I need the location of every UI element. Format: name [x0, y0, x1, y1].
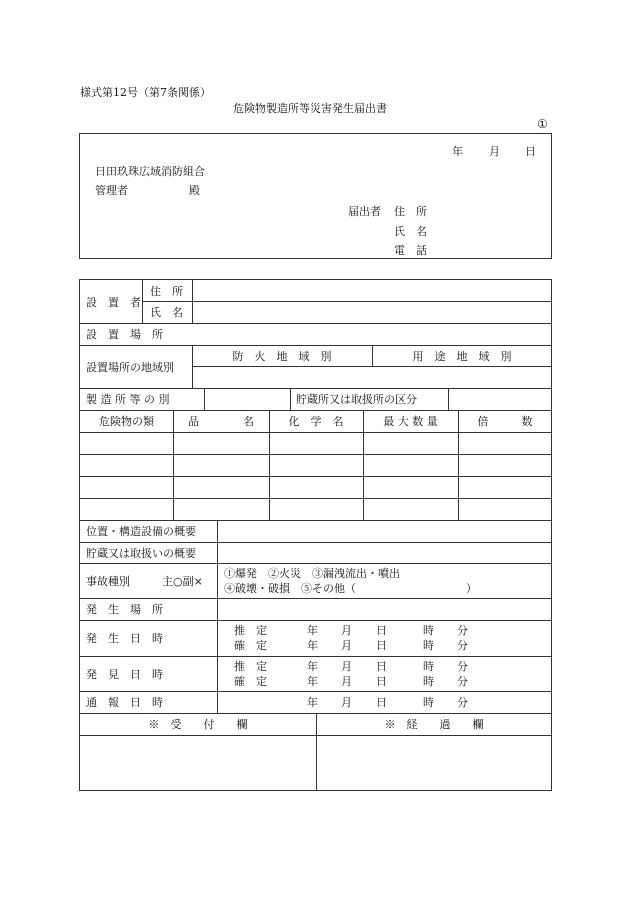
- col-chemical-name: 化 学 名: [288, 415, 344, 428]
- installer-name-label: 氏 名: [150, 306, 183, 319]
- use-zone-label: 用 途 地 域 別: [412, 349, 512, 363]
- rep-day: 日: [376, 696, 387, 709]
- storage-class-label: 貯蔵所又は取扱所の区分: [296, 393, 417, 406]
- occ-est-minute: 分: [457, 623, 468, 637]
- reporter-label: 届出者: [348, 205, 381, 218]
- recipient-title: 管理者: [95, 184, 128, 197]
- dis-est-month: 月: [341, 659, 352, 673]
- rep-minute: 分: [457, 696, 468, 709]
- dis-conf-year: 年: [307, 674, 318, 688]
- rep-year: 年: [307, 696, 318, 709]
- handling-summary-label: 貯蔵又は取扱いの概要: [86, 546, 196, 560]
- rep-month: 月: [341, 696, 352, 709]
- name-label: 氏 名: [394, 225, 427, 238]
- address-label: 住 所: [394, 205, 427, 218]
- install-location-label: 設 置 場 所: [86, 328, 163, 341]
- date-day: 日: [525, 145, 536, 158]
- notice-box: [79, 133, 552, 259]
- rep-hour: 時: [423, 696, 434, 709]
- main-sub-label: 主○副×: [162, 574, 203, 588]
- occ-est-hour: 時: [423, 623, 434, 637]
- occurrence-estimated: 推 定: [234, 623, 267, 637]
- dis-est-day: 日: [376, 659, 387, 673]
- document-title: 危険物製造所等災害発生届出書: [233, 102, 387, 115]
- occ-conf-day: 日: [376, 638, 387, 652]
- area-class-label: 設置場所の地域別: [86, 360, 174, 374]
- col-product-name: 品 名: [188, 415, 254, 428]
- col-multiple: 倍 数: [477, 415, 533, 428]
- accident-options-line2: ④破壊・破損 ⑤その他（ ）: [224, 581, 477, 595]
- discovery-estimated: 推 定: [234, 659, 267, 673]
- accident-type-label: 事故種別: [86, 574, 130, 588]
- progress-column-label: ※ 経 過 欄: [384, 718, 484, 731]
- accident-options-line1: ①爆発 ②火災 ③漏洩流出・噴出: [224, 566, 400, 580]
- discovery-confirmed: 確 定: [234, 674, 267, 688]
- page-mark: ①: [537, 117, 548, 131]
- occ-conf-minute: 分: [457, 638, 468, 652]
- dis-conf-day: 日: [376, 674, 387, 688]
- col-max-quantity: 最 大 数 量: [383, 415, 438, 428]
- col-hazard-class: 危険物の類: [99, 415, 154, 428]
- reception-column-label: ※ 受 付 欄: [148, 718, 248, 731]
- phone-label: 電 話: [394, 244, 427, 257]
- occurrence-datetime-label: 発 生 日 時: [86, 632, 163, 645]
- occ-est-day: 日: [376, 623, 387, 637]
- dis-conf-month: 月: [341, 674, 352, 688]
- date-year: 年: [452, 145, 463, 158]
- date-month: 月: [489, 145, 500, 158]
- facility-type-label: 製 造 所 等 の 別: [86, 393, 170, 406]
- fire-zone-label: 防 火 地 域 別: [232, 349, 332, 363]
- occ-conf-month: 月: [341, 638, 352, 652]
- dis-conf-minute: 分: [457, 674, 468, 688]
- dis-conf-hour: 時: [423, 674, 434, 688]
- structure-summary-label: 位置・構造設備の概要: [86, 525, 196, 538]
- occ-est-month: 月: [341, 623, 352, 637]
- occurrence-place-label: 発 生 場 所: [86, 603, 163, 616]
- installer-address-label: 住 所: [150, 284, 183, 298]
- occ-est-year: 年: [307, 623, 318, 637]
- recipient-org: 日田玖珠広域消防組合: [95, 165, 205, 178]
- discovery-datetime-label: 発 見 日 時: [86, 667, 163, 681]
- occ-conf-year: 年: [307, 638, 318, 652]
- occ-conf-hour: 時: [423, 638, 434, 652]
- report-table: [79, 279, 552, 791]
- installer-label: 設 置 者: [86, 295, 141, 309]
- report-datetime-label: 通 報 日 時: [86, 696, 163, 709]
- dis-est-hour: 時: [423, 659, 434, 673]
- form-number: 様式第12号（第7条関係）: [80, 86, 211, 99]
- dis-est-year: 年: [307, 659, 318, 673]
- honorific: 殿: [189, 184, 200, 197]
- occurrence-confirmed: 確 定: [234, 638, 267, 652]
- dis-est-minute: 分: [457, 659, 468, 673]
